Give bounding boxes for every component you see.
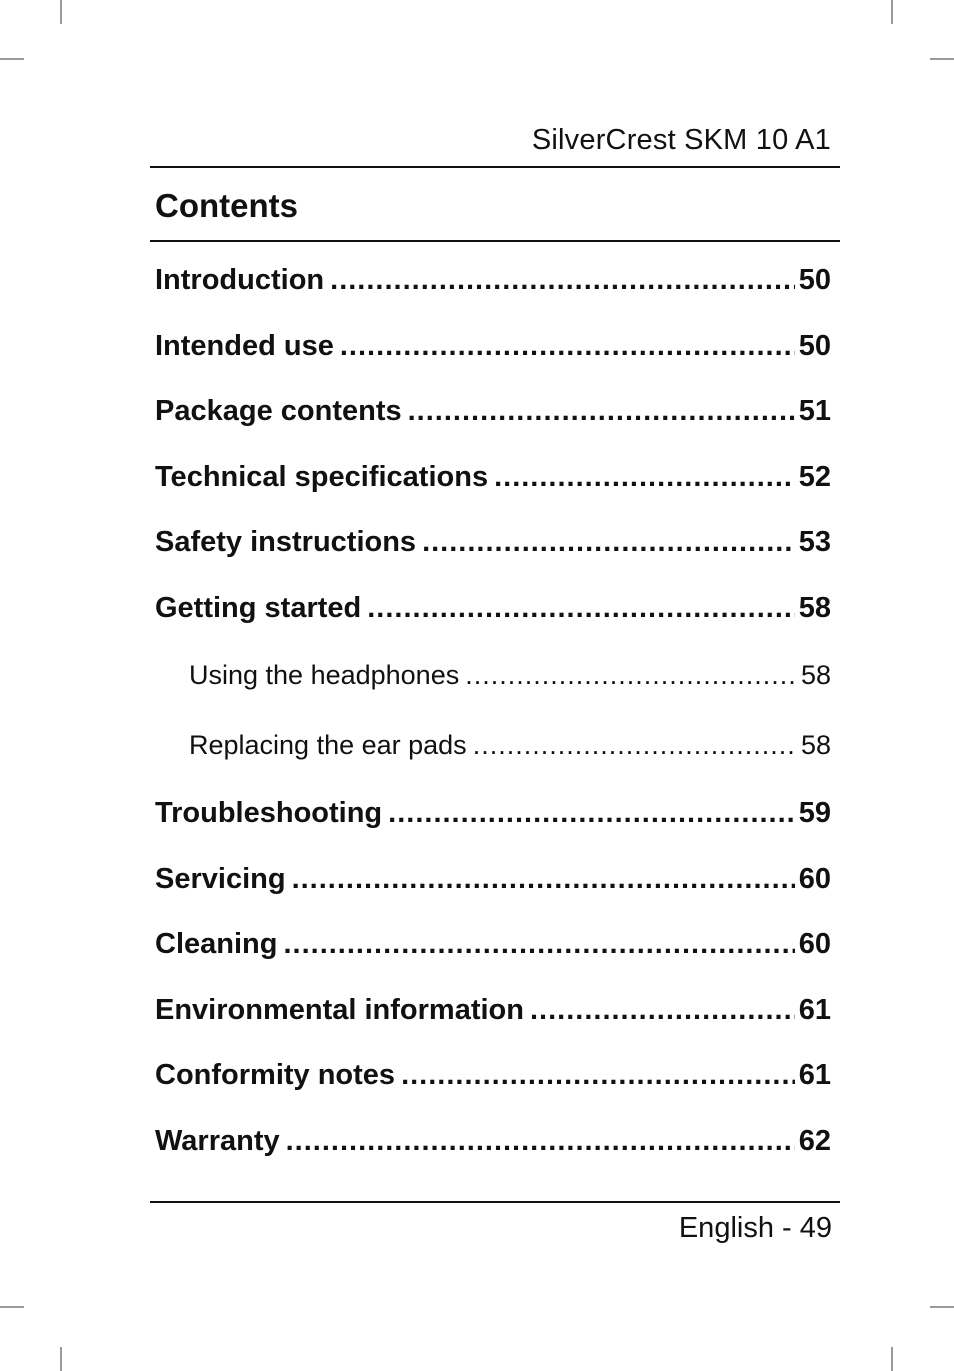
toc-entry-page-number: 52	[798, 460, 831, 493]
toc-entry[interactable]	[155, 643, 831, 713]
header-rule	[150, 166, 840, 168]
title-rule	[150, 240, 840, 242]
toc-entry-label: Servicing	[155, 862, 286, 895]
toc-entry[interactable]	[155, 512, 831, 578]
toc-entry-label: Intended use	[155, 329, 334, 362]
header-product-name: SilverCrest SKM 10 A1	[531, 124, 831, 156]
toc-entry-page-number: 58	[800, 730, 831, 760]
toc-entry-page-number: 62	[798, 1124, 831, 1157]
crop-mark-top-left-horizontal	[0, 58, 24, 60]
toc-entry-label: Getting started	[155, 591, 362, 624]
toc-dot-leader	[465, 643, 797, 707]
toc-entry[interactable]	[155, 849, 831, 915]
toc-entry-label: Package contents	[155, 395, 402, 427]
footer-page-label: English - 49	[678, 1212, 832, 1244]
toc-entry-page-number: 50	[798, 264, 831, 296]
toc-entry-label: Using the headphones	[189, 660, 460, 690]
crop-mark-top-right-horizontal	[930, 58, 954, 60]
crop-mark-bottom-left-vertical	[60, 1347, 62, 1371]
toc-entry-label: Replacing the ear pads	[189, 730, 467, 760]
toc-dot-leader	[494, 447, 795, 507]
toc-dot-leader	[530, 980, 795, 1040]
toc-entry[interactable]	[155, 316, 831, 382]
toc-entry-label: Warranty	[155, 1124, 280, 1157]
toc-entry-label: Conformity notes	[155, 1059, 396, 1091]
crop-mark-bottom-left-horizontal	[0, 1306, 24, 1308]
toc-entry-page-number: 58	[800, 660, 831, 690]
toc-dot-leader	[401, 1045, 795, 1105]
toc-entry[interactable]	[155, 578, 831, 644]
toc-entry-page-number: 58	[798, 591, 831, 624]
toc-entry-page-number: 61	[798, 1059, 831, 1091]
toc-dot-leader	[422, 512, 795, 572]
crop-mark-top-left-vertical	[60, 0, 62, 24]
toc-entry-label: Cleaning	[155, 928, 278, 960]
crop-mark-bottom-right-horizontal	[930, 1306, 954, 1308]
toc-dot-leader	[473, 713, 797, 777]
toc-entry-page-number: 53	[798, 526, 831, 558]
toc-entry-label: Environmental information	[155, 993, 524, 1026]
toc-dot-leader	[292, 849, 795, 909]
toc-entry-page-number: 60	[798, 862, 831, 895]
toc-dot-leader	[408, 381, 795, 441]
toc-entry[interactable]	[155, 914, 831, 980]
toc-entry-page-number: 61	[798, 993, 831, 1026]
toc-entry[interactable]	[155, 250, 831, 316]
toc-entry[interactable]	[155, 713, 831, 783]
toc-entry-page-number: 59	[798, 797, 831, 829]
toc-dot-leader	[340, 316, 795, 376]
toc-entry-page-number: 60	[798, 928, 831, 960]
toc-entry[interactable]	[155, 980, 831, 1046]
toc-entry-label: Troubleshooting	[155, 797, 383, 829]
toc-dot-leader	[330, 250, 795, 310]
toc-entry-label: Technical specifications	[155, 460, 489, 493]
toc-entry[interactable]	[155, 783, 831, 849]
toc-dot-leader	[283, 914, 794, 974]
toc-entry-page-number: 50	[798, 329, 831, 362]
toc-entry[interactable]	[155, 381, 831, 447]
crop-mark-bottom-right-vertical	[891, 1347, 893, 1371]
toc-entry-label: Safety instructions	[155, 526, 417, 558]
toc-entry[interactable]	[155, 1045, 831, 1111]
crop-mark-top-right-vertical	[891, 0, 893, 24]
toc-entry-page-number: 51	[798, 395, 831, 427]
toc-dot-leader	[388, 783, 795, 843]
toc-dot-leader	[286, 1111, 795, 1171]
contents-title: Contents	[155, 187, 298, 224]
toc-entry[interactable]	[155, 447, 831, 513]
footer-rule	[150, 1201, 840, 1203]
toc-dot-leader	[367, 578, 794, 638]
toc-entry[interactable]	[155, 1111, 831, 1177]
table-of-contents	[155, 250, 831, 1176]
toc-entry-label: Introduction	[155, 264, 325, 296]
